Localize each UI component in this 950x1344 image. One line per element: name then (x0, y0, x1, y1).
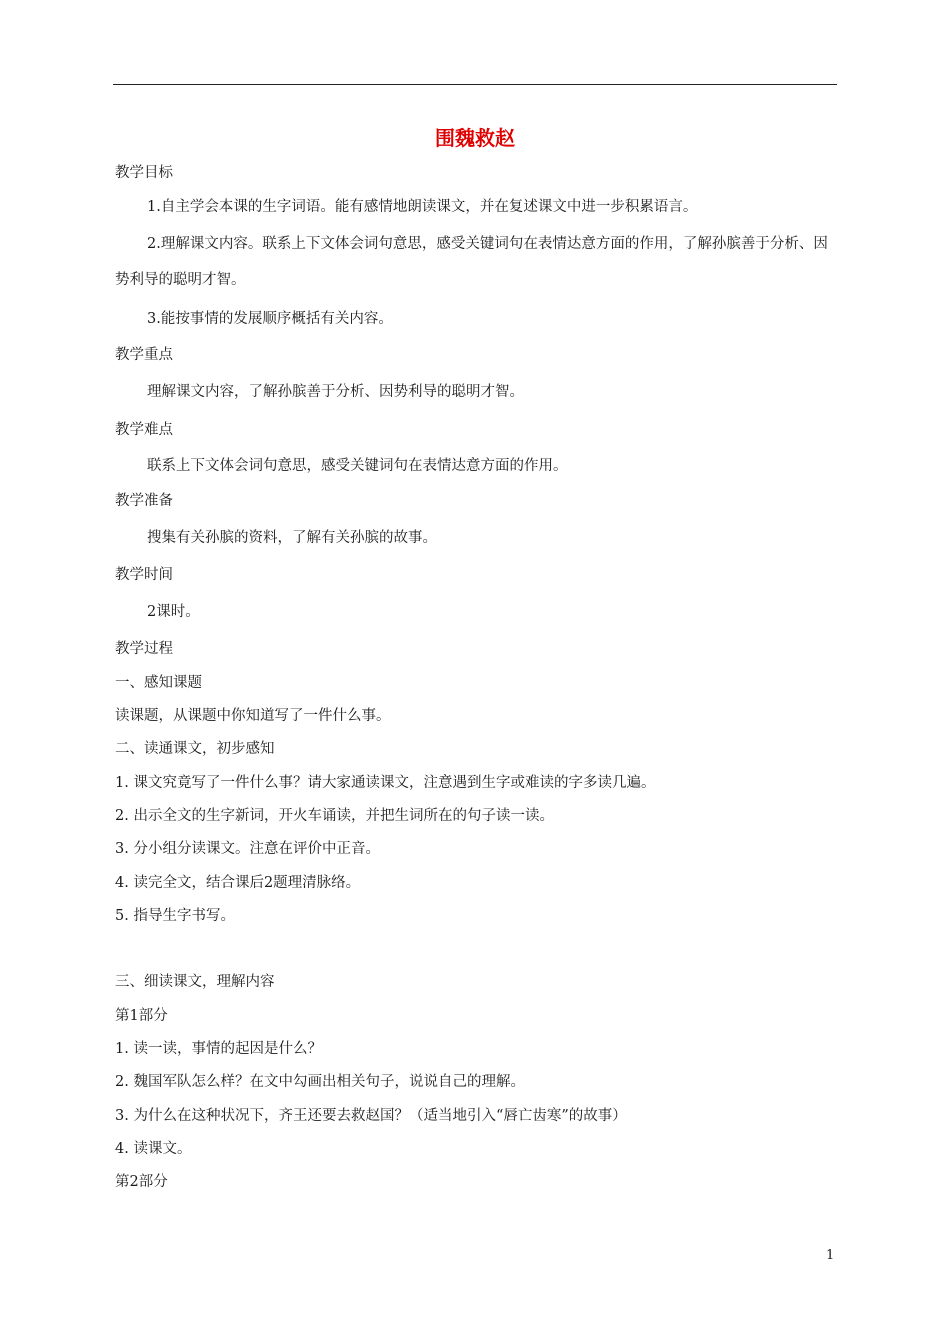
step2-heading: 二、读通课文，初步感知 (115, 741, 275, 757)
goal-item-1: 1.自主学会本课的生字词语。能有感情地朗读课文，并在复述课文中进一步积累语言。 (147, 199, 698, 215)
list-item: 3. 分小组分读课文。注意在评价中正音。 (115, 841, 380, 857)
header-rule (113, 84, 837, 85)
time-heading: 教学时间 (115, 567, 173, 583)
list-item: 5. 指导生字书写。 (115, 908, 235, 924)
prep-text: 搜集有关孙膑的资料，了解有关孙膑的故事。 (147, 530, 437, 546)
list-item: 3. 为什么在这种状况下，齐王还要去救赵国？（适当地引入“唇亡齿寒”的故事） (115, 1108, 627, 1124)
list-item: 2. 出示全文的生字新词，开火车诵读，并把生词所在的句子读一读。 (115, 808, 554, 824)
list-item: 2. 魏国军队怎么样？在文中勾画出相关句子，说说自己的理解。 (115, 1074, 525, 1090)
step1-text: 读课题，从课题中你知道写了一件什么事。 (115, 708, 391, 724)
step1-heading: 一、感知课题 (115, 675, 202, 691)
list-item: 4. 读完全文，结合课后2题理清脉络。 (115, 875, 361, 891)
prep-heading: 教学准备 (115, 493, 173, 509)
page-number: 1 (826, 1248, 835, 1263)
difficult-text: 联系上下文体会词句意思，感受关键词句在表情达意方面的作用。 (147, 458, 568, 474)
page-title: 围魏救赵 (435, 126, 515, 150)
list-item: 1. 读一读，事情的起因是什么？ (115, 1041, 322, 1057)
process-heading: 教学过程 (115, 641, 173, 657)
goal-item-3: 3.能按事情的发展顺序概括有关内容。 (147, 311, 393, 327)
list-item: 1. 课文究竟写了一件什么事？请大家通读课文，注意遇到生字或难读的字多读几遍。 (115, 775, 656, 791)
time-text: 2课时。 (147, 604, 200, 620)
part1-heading: 第1部分 (115, 1008, 168, 1024)
list-item: 4. 读课文。 (115, 1141, 192, 1157)
key-text: 理解课文内容，了解孙膑善于分析、因势利导的聪明才智。 (147, 384, 524, 400)
difficult-heading: 教学难点 (115, 422, 173, 438)
step3-heading: 三、细读课文，理解内容 (115, 974, 275, 990)
goal-item-2: 2.理解课文内容。联系上下文体会词句意思，感受关键词句在表情达意方面的作用，了解孙膑善于分析、因势利导的聪明才智。 (115, 236, 828, 288)
part2-heading: 第2部分 (115, 1174, 168, 1190)
key-heading: 教学重点 (115, 347, 173, 363)
goals-heading: 教学目标 (115, 165, 173, 181)
